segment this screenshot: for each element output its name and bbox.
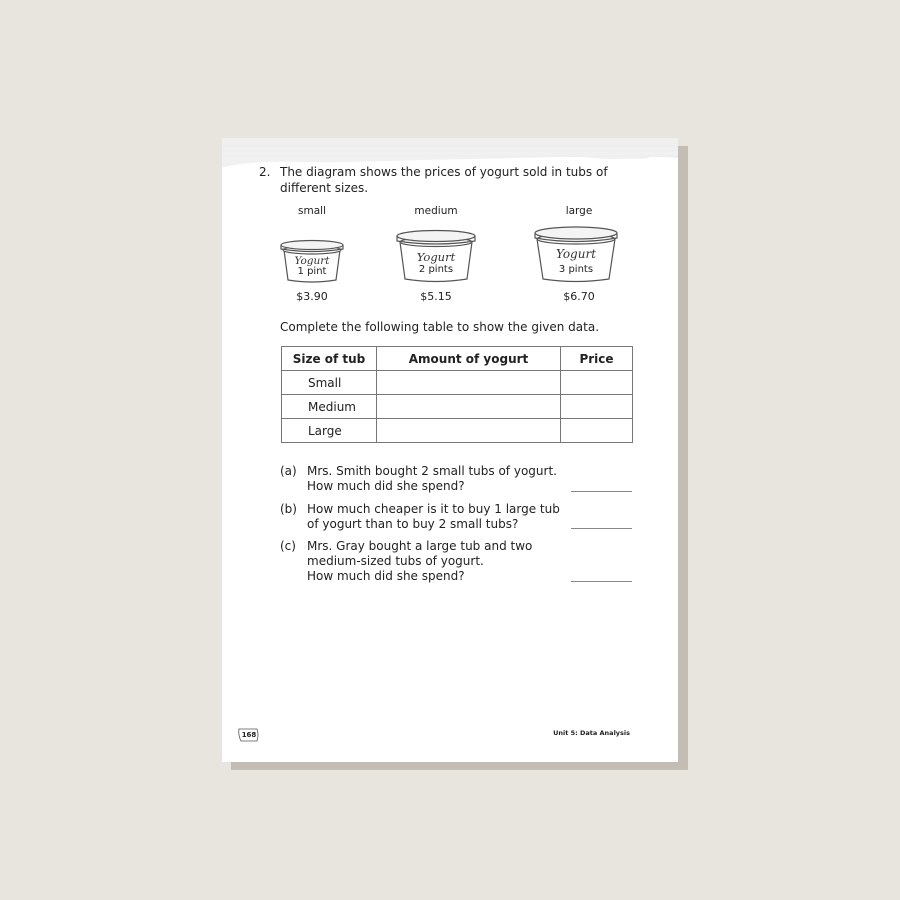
unit-title: Unit 5: Data Analysis <box>553 729 630 737</box>
medium-tub-brand: Yogurt <box>416 250 456 264</box>
answer-line-b[interactable] <box>571 528 632 529</box>
tub-size-label-large: large <box>565 205 593 217</box>
subquestion-b-text <box>307 502 567 532</box>
answer-line-c[interactable] <box>571 581 632 582</box>
tub-size-label-medium: medium <box>414 205 458 217</box>
row-price-large[interactable] <box>561 419 633 443</box>
row-price-medium[interactable] <box>561 395 633 419</box>
subquestion-b <box>280 502 680 534</box>
small-tub-amount: 1 pint <box>297 266 327 277</box>
subquestion-c-line-1: Mrs. Gray bought a large tub and two <box>307 539 533 553</box>
medium-tub-amount: 2 pints <box>418 264 454 275</box>
header-size: Size of tub <box>282 347 377 371</box>
page-number: 168 <box>241 731 257 739</box>
large-tub-amount: 3 pints <box>558 264 594 275</box>
subquestion-a-line-1: Mrs. Smith bought 2 small tubs of yogurt. <box>307 464 557 478</box>
table-row <box>282 395 633 419</box>
answer-line-a[interactable] <box>571 491 632 492</box>
row-amount-large[interactable] <box>377 419 561 443</box>
subquestion-c-label: (c) <box>280 539 296 553</box>
subquestion-a-label: (a) <box>280 464 297 478</box>
large-tub-image <box>533 224 619 284</box>
medium-tub-price: $5.15 <box>420 290 452 303</box>
question-text: The diagram shows the prices of yogurt sold in tubs of different sizes. <box>280 165 608 195</box>
data-table <box>281 346 633 443</box>
row-size-small: Small <box>282 371 377 395</box>
large-tub-price: $6.70 <box>563 290 595 303</box>
subquestion-c <box>280 539 680 587</box>
table-row <box>282 419 633 443</box>
table-row <box>282 371 633 395</box>
row-size-medium: Medium <box>282 395 377 419</box>
large-tub-brand: Yogurt <box>555 247 597 261</box>
row-amount-small[interactable] <box>377 371 561 395</box>
header-amount: Amount of yogurt <box>377 347 561 371</box>
subquestion-a-line-2: How much did she spend? <box>307 479 465 493</box>
subquestion-b-label: (b) <box>280 502 297 516</box>
header-price: Price <box>561 347 633 371</box>
medium-tub-image <box>395 228 477 284</box>
row-amount-medium[interactable] <box>377 395 561 419</box>
row-price-small[interactable] <box>561 371 633 395</box>
question-number: 2. <box>259 165 271 179</box>
row-size-large: Large <box>282 419 377 443</box>
instruction-text: Complete the following table to show the given data. <box>280 320 600 334</box>
subquestion-a-text <box>307 464 567 494</box>
page-number-tab <box>238 728 260 742</box>
worksheet-page <box>222 138 678 762</box>
small-tub-price: $3.90 <box>296 290 328 303</box>
subquestion-c-line-3: How much did she spend? <box>307 569 465 583</box>
tub-size-label-small: small <box>298 205 326 217</box>
small-tub-image <box>279 238 345 284</box>
subquestion-c-text <box>307 539 567 584</box>
subquestion-c-line-2: medium-sized tubs of yogurt. <box>307 554 484 568</box>
subquestion-b-line-2: of yogurt than to buy 2 small tubs? <box>307 517 519 531</box>
table-header-row <box>282 347 633 371</box>
subquestion-b-line-1: How much cheaper is it to buy 1 large tub <box>307 502 560 516</box>
small-tub-brand: Yogurt <box>294 255 330 267</box>
